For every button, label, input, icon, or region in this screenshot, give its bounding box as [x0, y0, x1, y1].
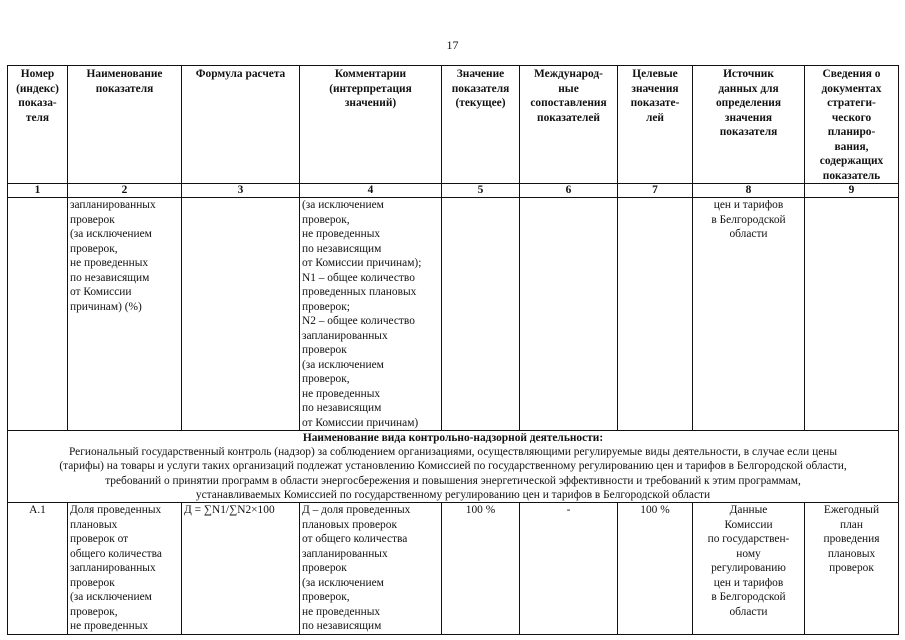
text-line: от Комиссии причинам) — [302, 416, 419, 429]
text-line: значений) — [344, 97, 397, 109]
text-line: теля — [25, 111, 50, 124]
header-cell — [300, 66, 442, 184]
text-line: причинам) (%) — [70, 300, 142, 313]
header-cell — [8, 66, 68, 184]
text-line: Данные — [729, 504, 768, 517]
text-line: (индекс) — [16, 82, 59, 95]
text-line: от Комиссии — [70, 286, 132, 298]
text-line: проверок, — [302, 373, 350, 385]
text-line: Целевые — [632, 68, 678, 80]
text-line: Д – доля проведенных — [302, 504, 411, 517]
cell-international — [520, 503, 618, 635]
text-line: Сведения о — [822, 68, 881, 80]
section-title: Наименование вида контрольно-надзорной деятельности: — [302, 432, 604, 444]
text-line: данных для — [718, 82, 779, 95]
text-line: Комментарии — [334, 68, 407, 80]
text-line: проверок; — [302, 300, 350, 313]
header-cell — [442, 66, 520, 184]
text-line: общего количества — [70, 547, 162, 560]
text-line: проверок — [70, 576, 115, 589]
text-line: в Белгородской — [711, 591, 786, 604]
text-line: сопоставления — [530, 97, 607, 109]
text-line: от Комиссии причинам); — [302, 257, 422, 269]
column-number: 2 — [68, 184, 182, 198]
text-line: по независящим — [70, 271, 150, 284]
text-line: (текущее) — [455, 97, 506, 109]
text-line: Международ- — [534, 68, 603, 80]
header-row — [8, 66, 899, 184]
text-line: не проведенных — [302, 228, 381, 240]
text-line: проверок — [302, 562, 347, 575]
cell-target — [618, 503, 693, 635]
text-line: (за исключением — [302, 576, 384, 589]
text-line: по независящим — [302, 402, 382, 414]
column-number: 7 — [618, 184, 693, 198]
cell-formula — [182, 503, 300, 635]
text-line: Формула расчета — [195, 68, 286, 80]
cell-target — [618, 198, 693, 431]
header-cell — [693, 66, 805, 184]
text-line: документах — [821, 82, 882, 95]
text-line: значения — [631, 82, 679, 95]
text-line: требований о принятии программ в области энергосбережения и повышения энергетической эффективности и требований к этим программам, — [105, 474, 801, 487]
text-line: проверок, — [302, 213, 350, 226]
text-line: проверок, — [70, 242, 118, 255]
column-number: 1 — [8, 184, 68, 198]
text-line: значения — [724, 111, 773, 124]
cell-name — [68, 503, 182, 635]
text-line: Региональный государственный контроль (надзор) за соблюдением организациями, осуществляющими регулируемые виды деятельности, в случае если цены — [68, 446, 838, 459]
header-cell — [618, 66, 693, 184]
text-line: содержащих — [819, 155, 884, 167]
cell-value — [442, 198, 520, 431]
cell-name — [68, 198, 182, 431]
page-number: 17 — [446, 38, 459, 52]
text-line: регулированию — [711, 562, 786, 575]
cell-comment — [300, 198, 442, 431]
column-number-row — [8, 184, 899, 198]
column-number: 6 — [520, 184, 618, 198]
text-line: проверок — [829, 562, 874, 575]
text-line: план — [840, 518, 863, 531]
text-line: показателя — [451, 82, 510, 95]
text-line: запланированных — [302, 547, 388, 560]
text-line: показателей — [537, 111, 600, 124]
text-line: 100 % — [465, 504, 496, 517]
header-cell — [182, 66, 300, 184]
indicators-table — [7, 65, 899, 635]
text-line: Номер — [20, 68, 55, 80]
section-row — [8, 431, 899, 503]
text-line: Наименование — [86, 68, 163, 80]
text-line: от общего количества — [302, 533, 408, 546]
cell-value — [442, 503, 520, 635]
section-cell — [8, 431, 899, 503]
text-line: (тарифы) на товары и услуги таких организаций подлежат установлению Комиссией по государственному регулированию цен и тарифов в Белгородской области, — [59, 460, 847, 473]
text-line: проверок — [70, 213, 115, 226]
header-cell — [805, 66, 899, 184]
text-line: Д = ∑N1/∑N2×100 — [184, 504, 275, 517]
cell-documents — [805, 503, 899, 635]
text-line: проверок от — [70, 533, 129, 546]
text-line: запланированных — [302, 329, 388, 342]
text-line: проведения — [823, 533, 880, 546]
text-line: проверок — [302, 344, 347, 356]
header-cell — [520, 66, 618, 184]
text-line: А.1 — [29, 504, 46, 517]
text-line: 100 % — [640, 504, 670, 517]
text-line: по независящим — [302, 242, 382, 255]
text-line: проверок, — [70, 605, 118, 618]
text-line: Ежегодный — [823, 504, 880, 517]
cell-documents — [805, 198, 899, 431]
text-line: показате- — [630, 97, 680, 109]
text-line: области — [729, 228, 768, 240]
text-line: Доля проведенных — [70, 504, 162, 517]
text-line: показа- — [18, 97, 57, 109]
section-description — [12, 445, 894, 502]
cell-index — [8, 503, 68, 635]
column-number: 5 — [442, 184, 520, 198]
text-line: Значение — [456, 68, 505, 80]
cell-source — [693, 198, 805, 431]
cell-comment — [300, 503, 442, 635]
text-line: по независящим — [302, 620, 382, 633]
text-line: в Белгородской — [711, 213, 786, 226]
column-number: 8 — [693, 184, 805, 198]
text-line: ные — [558, 82, 579, 95]
text-line: ному — [736, 547, 761, 560]
text-line: запланированных — [70, 562, 156, 575]
text-line: по государствен- — [707, 533, 790, 546]
text-line: Источник — [723, 68, 774, 80]
header-cell — [68, 66, 182, 184]
text-line: проведенных плановых — [302, 286, 417, 298]
text-line: N2 – общее количество — [302, 315, 415, 327]
text-line: запланированных — [70, 199, 156, 211]
text-line: стратеги- — [827, 97, 876, 109]
text-line: вания, — [834, 140, 869, 153]
text-line: Комиссии — [724, 518, 773, 531]
text-line: плановых проверок — [302, 518, 397, 531]
text-line: - — [566, 504, 571, 517]
text-line: цен и тарифов — [713, 199, 784, 211]
text-line: (за исключением — [302, 358, 384, 371]
text-line: области — [729, 605, 768, 618]
cell-international — [520, 198, 618, 431]
text-line: лей — [645, 111, 664, 124]
text-line: ческого — [831, 111, 872, 124]
column-number: 9 — [805, 184, 899, 198]
text-line: определения — [715, 97, 782, 109]
text-line: цен и тарифов — [713, 576, 784, 589]
text-line: плановых — [70, 518, 118, 531]
text-line: показателя — [95, 82, 154, 95]
table-row — [8, 503, 899, 635]
text-line: показателя — [719, 126, 778, 138]
text-line: (за исключением — [70, 591, 152, 604]
column-number: 4 — [300, 184, 442, 198]
text-line: устанавливаемых Комиссией по государственному регулированию цен и тарифов в Белгородской области — [195, 488, 711, 501]
text-line: N1 – общее количество — [302, 271, 415, 284]
table-row — [8, 198, 899, 431]
text-line: показатель — [822, 169, 881, 182]
column-number: 3 — [182, 184, 300, 198]
text-line: плановых — [827, 547, 876, 560]
text-line: (за исключением — [302, 199, 384, 211]
text-line: проверок, — [302, 591, 350, 604]
cell-source — [693, 503, 805, 635]
text-line: планиро- — [827, 126, 876, 138]
text-line: не проведенных — [302, 605, 381, 618]
text-line: не проведенных — [70, 257, 149, 269]
text-line: не проведенных — [70, 620, 149, 633]
text-line: (за исключением — [70, 228, 152, 240]
text-line: не проведенных — [302, 387, 381, 400]
text-line: (интерпретация — [329, 82, 412, 95]
cell-formula — [182, 198, 300, 431]
cell-index — [8, 198, 68, 431]
